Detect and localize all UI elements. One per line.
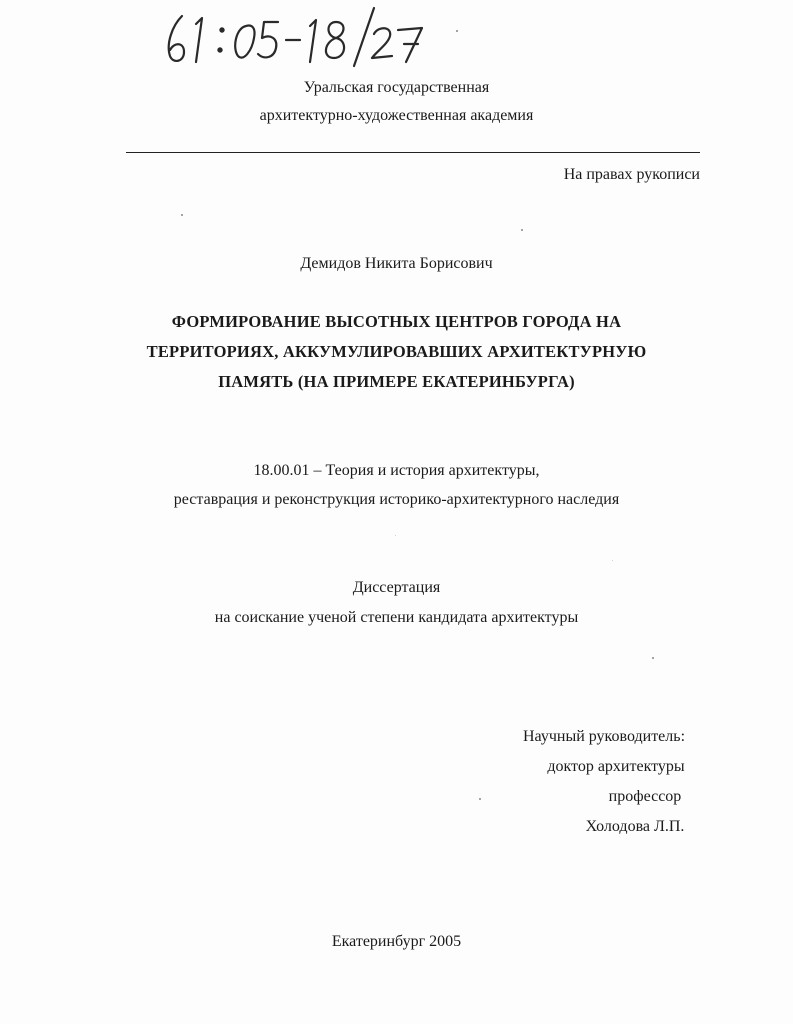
institution-line-1: Уральская государственная: [303, 79, 490, 96]
specialty-line-1: 18.00.01 – Теория и история архитектуры,: [253, 462, 540, 479]
title-line-2: ТЕРРИТОРИЯХ, АККУМУЛИРОВАВШИХ АРХИТЕКТУРНУЮ: [146, 342, 647, 361]
work-type-line-2: на соискание ученой степени кандидата архитектуры: [214, 609, 579, 626]
rights-note: На правах рукописи: [563, 166, 700, 183]
handwritten-archive-number: [160, 4, 430, 68]
city-year: Екатеринбург 2005: [331, 933, 462, 950]
supervisor-label: Научный руководитель:: [522, 728, 686, 745]
specialty-line-2: реставрация и реконструкция историко-архитектурного наследия: [173, 491, 620, 508]
scan-speck: [181, 214, 183, 216]
author-name: Демидов Никита Борисович: [300, 255, 493, 272]
supervisor-degree: доктор архитектуры: [547, 758, 685, 775]
scan-speck: [479, 798, 481, 800]
supervisor-name: Холодова Л.П.: [585, 818, 685, 835]
scan-speck: [652, 657, 654, 659]
work-type-line-1: Диссертация: [352, 579, 441, 596]
scan-speck: [395, 535, 396, 536]
scan-speck: [612, 560, 613, 561]
scan-speck: [456, 30, 458, 32]
header-divider: [126, 152, 700, 153]
scan-speck: [521, 229, 523, 231]
title-line-3: ПАМЯТЬ (НА ПРИМЕРЕ ЕКАТЕРИНБУРГА): [218, 372, 575, 391]
supervisor-rank: профессор: [608, 788, 682, 805]
institution-line-2: архитектурно-художественная академия: [259, 107, 534, 124]
title-line-1: ФОРМИРОВАНИЕ ВЫСОТНЫХ ЦЕНТРОВ ГОРОДА НА: [171, 312, 622, 331]
